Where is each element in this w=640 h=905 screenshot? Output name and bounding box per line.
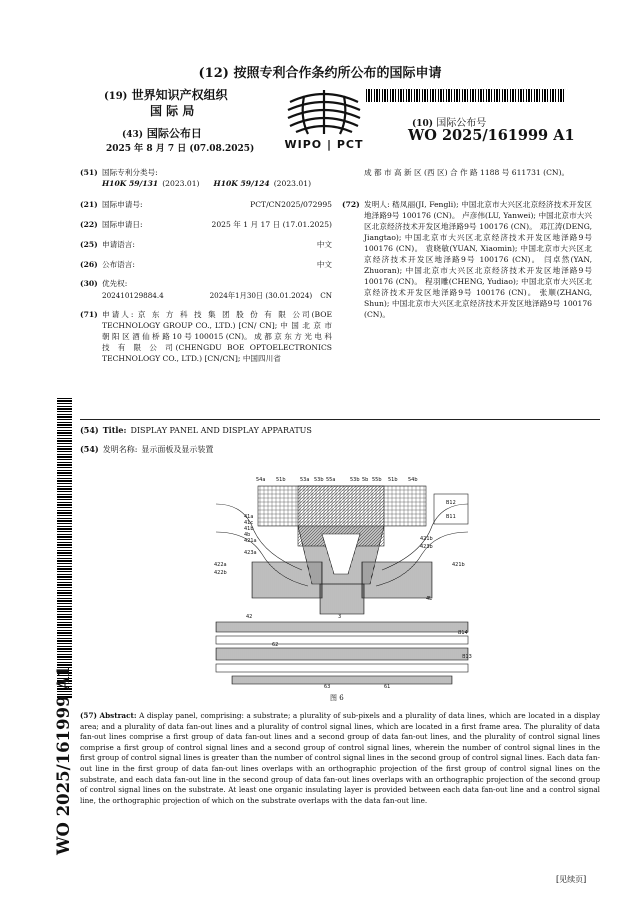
pubdate-label-line: [122, 125, 202, 141]
inventor-row: [342, 199, 594, 320]
title-zh-label: 发明名称:: [102, 445, 138, 454]
fig-label-left-3: 4b: [244, 532, 251, 538]
fig-label-left-2: 41b: [244, 526, 254, 532]
priority-no: 202410129884.4: [102, 291, 164, 300]
fig-label-right-4: 421b: [452, 562, 465, 568]
fig-label-top-2: 53a: [300, 477, 310, 483]
title-zh-value: 显示面板及显示装置: [141, 445, 214, 454]
inventor-num: (72): [342, 200, 360, 209]
abstract-text: A display panel, comprising: a substrate; a plurality of sub-pixels and a plurality of data lines, which are located in a display area; and a plurality of data fan-out lines and a plurality of control signal lines, which are located in a first frame area. The plurality of data fan-out lines comprise a first group of data fan-out lines and a second group of data fan-out lines, and the plurality of control signal lines comprise a first group of control signal lines and a second group of control signal lines, wherein the number of control signal lines in the first group of control signal lines is greater than the number of control signal lines in the second group of control signal lines. Each data fan-out line in the first group of data fan-out lines overlaps with an orthographic projection of the first group of control signal lines on the substrate, and each data fan-out line in the second group of data fan-out lines overlaps with an orthographic projection of the second group of control signal lines on the substrate. At least one organic insulating layer is provided between each data fan-out line and a control signal line, the orthographic projection of which on the substrate overlaps with the data fan-out line.: [80, 711, 600, 805]
priority-date: 2024年1月30日 (30.01.2024): [209, 291, 313, 300]
doc-type: 按照专利合作条约所公布的国际申请: [233, 66, 442, 81]
app-no-label: 国际申请号:: [102, 200, 143, 209]
top-barcode: [366, 89, 564, 102]
side-barcode: [57, 398, 72, 698]
org-line2: 国 际 局: [150, 104, 195, 118]
ipc-date2: (2023.01): [273, 179, 312, 188]
ipc-label: 国际专利分类号:: [102, 168, 158, 177]
priority-country: CN: [320, 291, 332, 300]
fig-label-left-7: 422b: [214, 570, 227, 576]
fig-label-left-5: 422a: [214, 562, 227, 568]
filing-value: 2025 年 1 月 17 日 (17.01.2025): [211, 220, 332, 229]
filing-lang-row: [80, 239, 332, 250]
fig-label-right-1: B11: [446, 514, 456, 520]
filing-lang-label: 申请语言:: [102, 240, 135, 249]
pub-lang-num: (26): [80, 260, 98, 269]
pubno-num: (10): [412, 119, 434, 129]
fig-label-top-8: 51b: [388, 477, 398, 483]
wipo-logo: [278, 88, 370, 156]
pubdate-value: 2025 年 8 月 7 日 (07.08.2025): [106, 144, 255, 154]
fig-label-left-1: 41c: [244, 520, 254, 526]
priority-detail: [102, 290, 332, 301]
fig-label-right-5: 4L: [426, 596, 432, 602]
title-zh-num: (54): [80, 444, 99, 454]
fig-label-bottom-0: 3: [338, 614, 342, 620]
priority-label: 优先权:: [102, 279, 128, 288]
pubdate-num: (43): [122, 130, 144, 140]
abstract-label: Abstract:: [99, 711, 137, 720]
fig-label-right-2: 421b: [420, 536, 433, 542]
abstract-num: (57): [80, 711, 97, 720]
ipc-code1: H10K 59/131: [102, 179, 159, 188]
applicant-row: [80, 309, 332, 364]
fig-label-top-6: 5b: [362, 477, 369, 483]
ipc-row: [80, 167, 340, 178]
side-label: WO 2025/161999 A1: [54, 665, 73, 855]
pub-lang-label: 公布语言:: [102, 260, 135, 269]
app-no-value: PCT/CN2025/072995: [250, 200, 332, 209]
pub-lang-value: 中文: [316, 260, 332, 269]
fig-label-bottom-4: B13: [462, 654, 472, 660]
ipc-codes: [102, 178, 342, 189]
fig-label-bottom-5: 63: [324, 684, 331, 690]
fig-label-left-6: 423a: [244, 550, 257, 556]
ipc-num: (51): [80, 168, 98, 177]
fig-label-top-5: 53b: [350, 477, 360, 483]
fig-label-left-4: 421a: [244, 538, 257, 544]
fig-label-top-4: 55a: [326, 477, 336, 483]
panel-fanout-figure: [212, 474, 472, 690]
filing-num: (22): [80, 220, 98, 229]
abstract-block: [80, 711, 600, 806]
fig-label-bottom-3: B14: [458, 630, 468, 636]
org-block: [104, 86, 274, 103]
fig-label-bottom-6: 61: [384, 684, 391, 690]
org-num: (19): [104, 91, 128, 102]
app-no-row: [80, 199, 332, 210]
pub-lang-row: [80, 259, 332, 270]
title-en-value: DISPLAY PANEL AND DISPLAY APPARATUS: [130, 426, 312, 435]
inventor-text: 发明人: 嵇凤丽(JI, Fengli); 中国北京市大兴区北京经济技术开发区地泽路9号 100176 (CN)。 卢彦伟(LU, Yanwei); 中国北京市大兴区北京经济技术开发区地泽路9号 100176 (CN)。 邓江涛(DENG, Jiangtao); 中国北京市大兴区北京经济技术开发区地泽路9号 100176 (CN)。 袁晓敏(YUAN, Xiaomin); 中国北京市大兴区北京经济技术开发区地泽路9号 100176 (CN)。 闫卓然(YAN, Zhuoran); 中国北京市大兴区北京经济技术开发区地泽路9号 100176 (CN)。 程羽雕(CHENG, Yudiao); 中国北京市大兴区北京经济技术开发区地泽路9号 100176 (CN)。 张顺(ZHANG, Shun); 中国北京市大兴区北京经济技术开发区地泽路9号 100176 (CN)。: [364, 200, 592, 319]
pubno-label: 国际公布号: [436, 118, 487, 129]
title-en-row: [80, 425, 312, 436]
app-no-num: (21): [80, 200, 98, 209]
title-en-num: (54): [80, 425, 99, 435]
priority-num: (30): [80, 279, 98, 288]
fig-label-top-3: 53b: [314, 477, 324, 483]
fig-label-bottom-2: 62: [272, 642, 279, 648]
title-zh-row: [80, 444, 213, 455]
figure-drawing: [212, 474, 472, 690]
doc-type-num: (12): [198, 66, 229, 81]
pubno-value: WO 2025/161999 A1: [408, 127, 575, 144]
continue-label: [见续页]: [556, 875, 587, 884]
pubdate-label: 国际公布日: [146, 127, 202, 140]
fig-label-right-3: 423b: [420, 544, 433, 550]
fig-label-top-9: 54b: [408, 477, 418, 483]
org-line1: 世界知识产权组织: [131, 88, 228, 102]
ipc-date1: (2023.01): [162, 179, 200, 188]
fig-label-right-0: B12: [446, 500, 456, 506]
filing-label: 国际申请日:: [102, 220, 143, 229]
applicant-num: (71): [80, 310, 98, 319]
title-divider: [80, 419, 600, 420]
fig-label-top-0: 54a: [256, 477, 266, 483]
filing-lang-value: 中文: [316, 240, 332, 249]
fig-label-bottom-1: 42: [246, 614, 253, 620]
fig-label-top-7: 55b: [372, 477, 382, 483]
figure-caption: 图 6: [330, 694, 344, 702]
priority-row: [80, 278, 332, 289]
fig-label-left-0: 41a: [244, 514, 254, 520]
fig-label-top-1: 51b: [276, 477, 286, 483]
title-en-label: Title:: [102, 425, 127, 435]
doc-type-line: [0, 62, 640, 81]
applicant-text: 申请人: 京 东 方 科 技 集 团 股 份 有 限 公司(BOE TECHNOLOGY GROUP CO., LTD.) [CN/ CN]; 中 国 北 京 市 朝 阳 区 酒 仙 桥 路 10 号 100015 (CN)。 成 都 京 东 方 光 电 科 技 有 限 公 司(CHENGDU BOE OPTOELECTRONICS TECHNOLOGY CO., LTD.) [CN/CN]; 中国四川省: [102, 310, 332, 363]
filing-lang-num: (25): [80, 240, 98, 249]
applicant-cont: 成 都 市 高 新 区 (西 区) 合 作 路 1188 号 611731 (CN)。: [364, 168, 570, 177]
ipc-code2: H10K 59/124: [213, 179, 270, 188]
wipo-logo-text: WIPO | PCT: [284, 138, 364, 151]
filing-row: [80, 219, 332, 230]
